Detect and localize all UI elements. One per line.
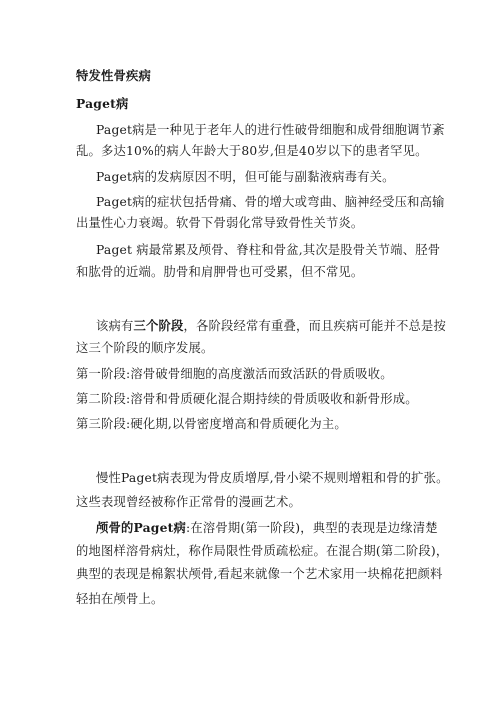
paragraph-line: 出量性心力衰竭。软骨下骨弱化常导致骨性关节炎。: [76, 216, 364, 230]
paragraph-line: 这些表现曾经被称作正常骨的漫画艺术。: [76, 495, 301, 509]
stages-emphasis: 三个阶段: [133, 318, 184, 333]
stage-item: 第二阶段:溶骨和骨质硬化混合期持续的骨质吸收和新骨形成。: [76, 392, 418, 406]
paragraph-line: 和肱骨的近端。肋骨和肩胛骨也可受累，但不常见。: [76, 265, 364, 279]
skull-paget-text: :在溶骨期(第一阶段)，典型的表现是边缘清楚: [185, 521, 438, 535]
skull-paget-line: [96, 520, 438, 536]
stages-intro-pre: 该病有: [96, 319, 134, 333]
paragraph-line: 这三个阶段的顺序发展。: [76, 341, 214, 355]
paragraph-line: 轻拍在颅骨上。: [76, 592, 164, 606]
paragraph-line: 典型的表现是棉絮状颅骨,看起来就像一个艺术家用一块棉花把颜料: [76, 567, 443, 581]
stage-item: 第三阶段:硬化期,以骨密度增高和骨质硬化为主。: [76, 417, 347, 431]
paragraph-line: Paget病是一种见于老年人的进行性破骨细胞和成骨细胞调节紊: [96, 123, 445, 137]
document-title: 特发性骨疾病: [76, 68, 151, 83]
paragraph-line: Paget病的症状包括骨痛、骨的增大或弯曲、脑神经受压和高输: [96, 195, 445, 209]
paragraph-line: 的地图样溶骨病灶，称作局限性骨质疏松症。在混合期(第二阶段)，: [76, 544, 449, 558]
skull-paget-term: 颅骨的Paget病: [96, 520, 186, 535]
paragraph-line: Paget 病最常累及颅骨、脊柱和骨盆,其次是股骨关节端、胫骨: [96, 243, 441, 257]
stages-intro-line: [96, 318, 446, 334]
paragraph-line: 慢性Paget病表现为骨皮质增厚,骨小梁不规则增粗和骨的扩张。: [96, 471, 449, 485]
paragraph-line: 乱。多达10%的病人年龄大于80岁,但是40岁以下的患者罕见。: [76, 144, 428, 158]
paragraph-line: Paget病的发病原因不明，但可能与副黏液病毒有关。: [96, 170, 395, 184]
stage-item: 第一阶段:溶骨破骨细胞的高度激活而致活跃的骨质吸收。: [76, 367, 393, 381]
section-heading: Paget病: [76, 96, 129, 111]
stages-intro-post: ，各阶段经常有重叠，而且疾病可能并不总是按: [183, 319, 446, 333]
